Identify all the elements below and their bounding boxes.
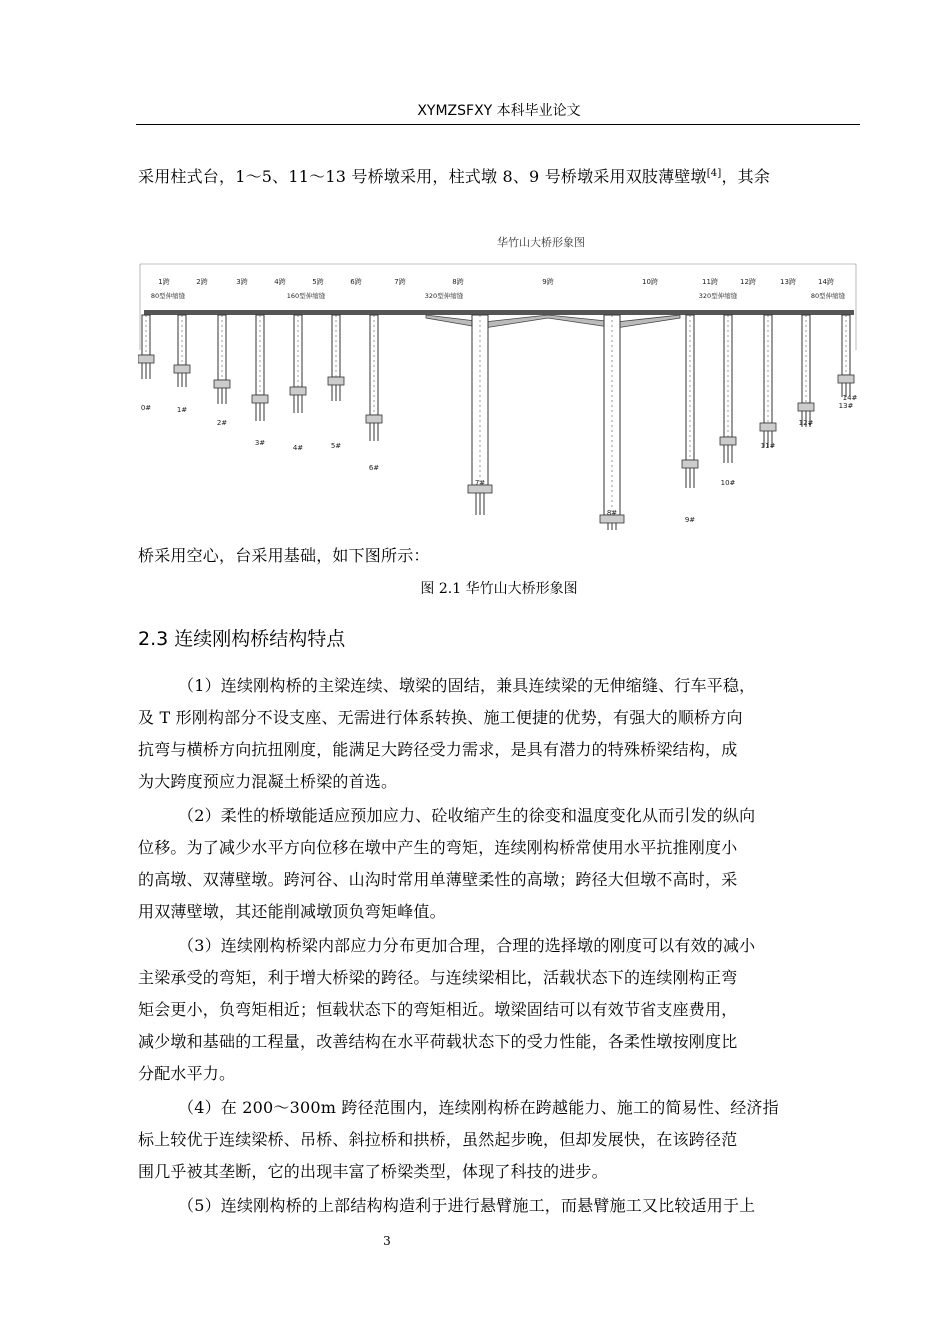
pier-label-9: 9# xyxy=(684,516,696,524)
paragraph-2-line: 用双薄壁墩，其还能削减墩顶负弯矩峰值。 xyxy=(138,902,446,921)
bridge-deck xyxy=(144,310,854,315)
pile-cap-3 xyxy=(252,395,268,403)
span-label-8: 8跨 xyxy=(452,278,464,286)
pier-label-12: 12# xyxy=(798,419,814,427)
page-number: 3 xyxy=(383,1234,391,1248)
pier-label-6: 6# xyxy=(368,464,380,472)
pier-label-3: 3# xyxy=(254,439,266,447)
paragraph-1-line: 及 T 形刚构部分不设支座、无需进行体系转换、施工便捷的优势，有强大的顺桥方向 xyxy=(138,708,743,727)
pier-label-4: 4# xyxy=(292,444,304,452)
span-label-14: 14跨 xyxy=(818,278,834,286)
joint-label-3: 320型伸缩缝 xyxy=(424,292,464,300)
paragraph-4-line: 标上较优于连续梁桥、吊桥、斜拉桥和拱桥，虽然起步晚，但却发展快，在该跨径范 xyxy=(138,1130,738,1149)
pile-cap-9 xyxy=(682,460,698,468)
after-figure-line: 桥采用空心，台采用基础，如下图所示： xyxy=(138,546,430,565)
intro-tail: ，其余 xyxy=(721,167,771,186)
pile-cap-13 xyxy=(838,375,854,383)
pier-label-7: 7# xyxy=(474,479,486,487)
pier-label-5: 5# xyxy=(330,442,342,450)
pier-label-11: 11# xyxy=(760,442,776,450)
pile-cap-5 xyxy=(328,377,344,385)
pier-label-10: 10# xyxy=(720,479,736,487)
intro-text: 采用柱式台，1～5、11～13 号桥墩采用，柱式墩 8、9 号桥墩采用双肢薄壁墩 xyxy=(138,167,707,186)
joint-label-5: 80型伸缩缝 xyxy=(810,292,846,300)
pile-cap-11 xyxy=(760,423,776,431)
main-girder-haunch xyxy=(426,315,680,328)
span-label-13: 13跨 xyxy=(780,278,796,286)
paragraph-1-line: 为大跨度预应力混凝土桥梁的首选。 xyxy=(138,772,398,791)
paragraph-1-line: 抗弯与横桥方向抗扭刚度，能满足大跨径受力需求，是具有潜力的特殊桥梁结构，成 xyxy=(138,740,738,759)
paragraph-4-line: 围几乎被其垄断，它的出现丰富了桥梁类型，体现了科技的进步。 xyxy=(138,1162,608,1181)
header-rule xyxy=(136,124,860,125)
joint-label-4: 320型伸缩缝 xyxy=(698,292,738,300)
pile-cap-6 xyxy=(366,415,382,423)
section-heading: 2.3 连续刚构桥结构特点 xyxy=(138,628,346,650)
paragraph-2-line: 的高墩、双薄壁墩。跨河谷、山沟时常用单薄壁柔性的高墩；跨径大但墩不高时，采 xyxy=(138,870,738,889)
span-label-9: 9跨 xyxy=(542,278,554,286)
paragraph-2-line: 位移。为了减少水平方向位移在墩中产生的弯矩，连续刚构桥常使用水平抗推刚度小 xyxy=(138,838,738,857)
pier-12 xyxy=(802,315,810,403)
paragraph-3-line: 主梁承受的弯矩，利于增大桥梁的跨径。与连续梁相比，活载状态下的连续刚构正弯 xyxy=(138,968,738,987)
figure-caption: 图 2.1 华竹山大桥形象图 xyxy=(420,581,578,597)
citation-ref: [4] xyxy=(706,168,722,179)
paragraph-3-line: 分配水平力。 xyxy=(138,1064,236,1083)
span-label-6: 6跨 xyxy=(350,278,362,286)
pier-label-1: 1# xyxy=(176,406,188,414)
pile-cap-10 xyxy=(720,437,736,445)
pile-cap-12 xyxy=(798,403,814,411)
paragraph-1-line: （1）连续刚构桥的主梁连续、墩梁的固结，兼具连续梁的无伸缩缝、行车平稳， xyxy=(178,676,756,695)
span-label-12: 12跨 xyxy=(740,278,756,286)
span-label-5: 5跨 xyxy=(312,278,324,286)
paragraph-3-line: 减少墩和基础的工程量，改善结构在水平荷载状态下的受力性能，各柔性墩按刚度比 xyxy=(138,1032,738,1051)
span-label-2: 2跨 xyxy=(196,278,208,286)
span-label-10: 10跨 xyxy=(642,278,658,286)
page-header: XYMZSFXY 本科毕业论文 xyxy=(417,103,581,119)
pile-cap-4 xyxy=(290,387,306,395)
bridge-drawing xyxy=(138,264,858,530)
paragraph-3-line: 矩会更小，负弯矩相近；恒载状态下的弯矩相近。墩梁固结可以有效节省支座费用， xyxy=(138,1000,738,1019)
paragraph-5-line: （5）连续刚构桥的上部结构构造利于进行悬臂施工，而悬臂施工又比较适用于上 xyxy=(178,1196,756,1215)
span-label-3: 3跨 xyxy=(236,278,248,286)
pier-label-0: 0# xyxy=(140,404,152,412)
span-label-11: 11跨 xyxy=(702,278,718,286)
pier-label-8: 8# xyxy=(606,509,618,517)
pier-label-14: 14# xyxy=(842,394,858,402)
span-label-4: 4跨 xyxy=(274,278,286,286)
span-label-1: 1跨 xyxy=(158,278,170,286)
bridge-elevation-figure xyxy=(138,230,860,530)
pier-label-2: 2# xyxy=(216,419,228,427)
span-label-7: 7跨 xyxy=(394,278,406,286)
figure-title: 华竹山大桥形象图 xyxy=(497,236,585,249)
paragraph-3-line: （3）连续刚构桥梁内部应力分布更加合理，合理的选择墩的刚度可以有效的减小 xyxy=(178,936,756,955)
pile-cap-1 xyxy=(174,365,190,373)
paragraph-4-line: （4）在 200～300m 跨径范围内，连续刚构桥在跨越能力、施工的简易性、经济指 xyxy=(178,1098,779,1117)
pile-cap-0 xyxy=(138,355,154,363)
intro-line xyxy=(138,158,860,192)
joint-label-1: 80型伸缩缝 xyxy=(150,292,186,300)
joint-label-2: 160型伸缩缝 xyxy=(286,292,326,300)
paragraph-2-line: （2）柔性的桥墩能适应预加应力、砼收缩产生的徐变和温度变化从而引发的纵向 xyxy=(178,806,756,825)
pile-cap-2 xyxy=(214,380,230,388)
pier-label-13: 13# xyxy=(838,402,854,410)
